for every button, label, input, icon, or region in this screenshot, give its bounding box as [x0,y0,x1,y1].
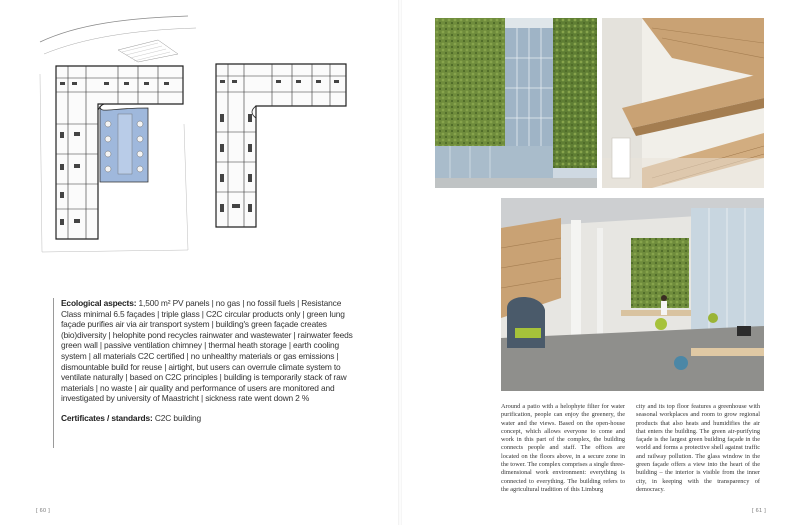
certificates-label: Certificates / standards: [61,412,153,423]
ecological-aspects-label: Ecological aspects: [61,298,137,308]
interior-workspace-photo [501,198,764,391]
certificates-text: C2C building [154,412,202,423]
green-facade-photo [435,18,597,188]
right-page [400,0,800,525]
folio-right: [ 61 ] [752,508,767,514]
certificates-paragraph [61,413,357,424]
body-text-column-2: city and its top floor features a greenhouse with seasonal workplaces and room to grow regional products that also heats and humidifies the air that enters the building. The green air-purifying façade is the largest green building façade in the world and forms a protective shell against traffic and railway pollution. The glass window in the green façade offers a view into the heart of the building – the interior is visible from the inner city, in keeping with the transparency of democracy. [636,403,760,493]
ground-floor-plan [38,14,198,254]
ecological-aspects-box [53,298,357,448]
folio-left: [ 60 ] [36,508,51,514]
staircase-atrium-photo [602,18,764,188]
upper-floor-plan [212,62,352,232]
ecological-aspects-paragraph [61,298,357,404]
ecological-aspects-text: 1,500 m² PV panels | no gas | no fossil fuels | Resistance Class minimal 6.5 façades | triple glass | C2C circular products only | green lung façade purifies air via air transport system | building's green façade creates (bio)diversity | helophite pond recycles rainwater and wastewater | rainwater feeds green wall | passive ventilation chimney | thermal heath storage | earth cooling system | all materials C2C certified | no unhealthy materials or gas emissions | dismountable build for reuse | airtight, but users can overrule climate system to ventilate naturally | based on C2C principles | building is temporarily stack of raw materials | no waste | air quality and performance of users are monitored and investigated by university of Maastricht | sickness rate went down 2 % [61,298,353,404]
body-text-column-1: Around a patio with a helophyte filter for water purification, people can enjoy the greenery, the water and the views. Based on the open-house concept, which allows everyone to come and work in this part of the complex, the building connects people and staff. The offices are located on the floors above, in a secure zone in the tower. The complex comprises a single three-dimensional work environment: everything is connected to everything. The building refers to the agricultural tradition of this Limburg [501,403,625,493]
